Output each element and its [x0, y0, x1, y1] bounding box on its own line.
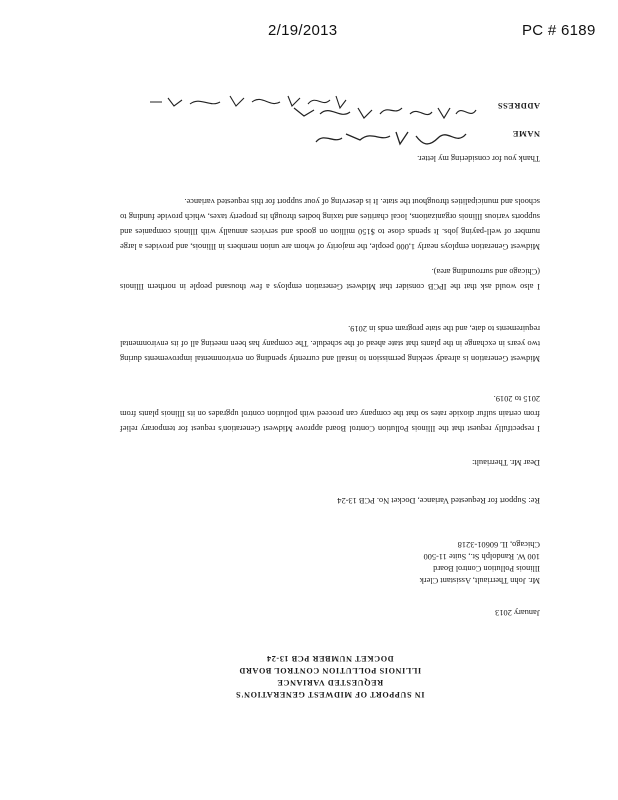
heading-line: REQUESTED VARIANCE — [276, 678, 384, 687]
handwritten-signature — [310, 126, 470, 150]
address-label: ADDRESS — [497, 101, 540, 110]
recipient-line: Illinois Pollution Control Board — [433, 564, 540, 573]
closing-line: Thank you for considering my letter. — [417, 154, 540, 163]
body-paragraph: Midwest Generation is already seeking permission to install and currently spending on environmental improvements during two years in exchange in the plants that state ahead of the schedule. The company has been meeting all of its environmental requirements to date, and the state program ends in 2019. — [120, 324, 540, 363]
public-comment-number: PC # 6189 — [522, 22, 596, 39]
recipient-line: 100 W. Randolph St., Suite 11-500 — [423, 552, 540, 561]
recipient-line: Mr. John Therriault, Assistant Clerk — [419, 576, 540, 585]
recipient-line: Chicago, IL 60601-3218 — [457, 540, 540, 549]
letter-date: January 2013 — [495, 608, 540, 617]
body-paragraph: I also would ask that the IPCB consider that Midwest Generation employs a few thousand people in northern Illinois (Chicago and surrounding area). — [120, 267, 540, 291]
upside-down-letter — [60, 96, 580, 706]
body-paragraph: Midwest Generation employs nearly 1,000 people, the majority of whom are union members in Illinois, and provides a large number of well-paying jobs. It spends close to $150 million on goods and services annually with Illinois companies and supports various Illinois organizations, local charities and taxing bodies through its property taxes, which provide funding to schools and municipalities throughout the state. It is deserving of your support for this requested variance. — [120, 197, 540, 251]
handwritten-city-zip — [140, 90, 350, 112]
re-line: Re: Support for Requested Variance, Docket No. PCB 13-24 — [337, 496, 540, 505]
heading-line: IN SUPPORT OF MIDWEST GENERATION'S — [235, 690, 425, 699]
fax-date: 2/19/2013 — [268, 22, 338, 39]
heading-line: ILLINOIS POLLUTION CONTROL BOARD — [238, 666, 422, 675]
heading-line: DOCKET NUMBER PCB 13-24 — [266, 654, 394, 663]
name-label: NAME — [512, 129, 540, 138]
salutation: Dear Mr. Therriault: — [472, 458, 540, 467]
letter-heading — [120, 652, 540, 700]
recipient-address — [120, 538, 540, 586]
body-paragraph: I respectfully request that the Illinois Pollution Control Board approve Midwest Generation's request for temporary relief from certain sulfur dioxide rates so that the company can proceed with pollution control upgrades on its Illinois plants from 2015 to 2019. — [120, 394, 540, 433]
